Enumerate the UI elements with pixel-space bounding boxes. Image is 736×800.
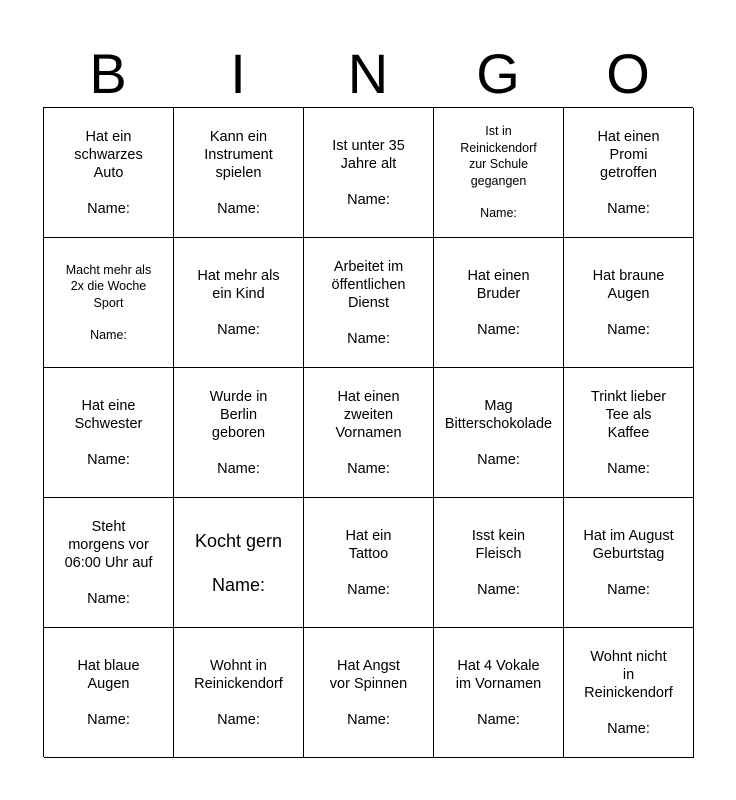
bingo-cell[interactable] — [564, 238, 694, 368]
bingo-cell[interactable] — [434, 628, 564, 758]
bingo-cell[interactable] — [304, 498, 434, 628]
bingo-cell[interactable] — [44, 238, 174, 368]
bingo-cell[interactable] — [44, 108, 174, 238]
bingo-cell[interactable] — [174, 628, 304, 758]
cell-text: Macht mehr als 2x die Woche Sport — [65, 262, 152, 310]
cell-text: Trinkt lieber Tee als Kaffee — [590, 388, 667, 441]
bingo-header — [43, 40, 693, 108]
cell-name-label: Name: — [477, 711, 520, 728]
bingo-cell[interactable] — [174, 238, 304, 368]
cell-text: Wohnt nicht in Reinickendorf — [584, 648, 673, 701]
cell-name-label: Name: — [477, 581, 520, 598]
bingo-cell[interactable] — [434, 368, 564, 498]
bingo-cell[interactable] — [304, 238, 434, 368]
bingo-cell[interactable] — [44, 628, 174, 758]
bingo-cell[interactable] — [44, 368, 174, 498]
bingo-cell[interactable] — [564, 498, 694, 628]
bingo-grid — [43, 107, 693, 757]
cell-text: Hat ein Tattoo — [345, 527, 392, 562]
cell-name-label: Name: — [347, 191, 390, 208]
bingo-cell-center[interactable] — [174, 498, 304, 628]
bingo-cell[interactable] — [174, 368, 304, 498]
bingo-cell[interactable] — [304, 368, 434, 498]
cell-name-label: Name: — [217, 200, 260, 217]
cell-name-label: Name: — [217, 321, 260, 338]
cell-text: Hat braune Augen — [592, 267, 665, 302]
cell-name-label: Name: — [87, 200, 130, 217]
cell-text: Hat blaue Augen — [77, 657, 140, 692]
cell-text: Kann ein Instrument spielen — [204, 128, 273, 181]
cell-name-label: Name: — [607, 581, 650, 598]
cell-name-label: Name: — [217, 460, 260, 477]
cell-text: Hat einen zweiten Vornamen — [335, 388, 402, 441]
cell-name-label: Name: — [607, 200, 650, 217]
cell-text: Ist unter 35 Jahre alt — [332, 137, 405, 172]
cell-text: Kocht gern — [194, 530, 283, 551]
cell-text: Hat mehr als ein Kind — [197, 267, 280, 302]
cell-name-label: Name: — [607, 720, 650, 737]
cell-name-label: Name: — [87, 451, 130, 468]
cell-text: Hat 4 Vokale im Vornamen — [455, 657, 542, 692]
cell-text: Hat ein schwarzes Auto — [74, 128, 143, 181]
cell-text: Isst kein Fleisch — [471, 527, 526, 562]
cell-text: Hat im August Geburtstag — [583, 527, 674, 562]
bingo-cell[interactable] — [434, 108, 564, 238]
header-letter-b: B — [89, 42, 127, 105]
bingo-cell[interactable] — [304, 108, 434, 238]
cell-name-label: Name: — [347, 711, 390, 728]
cell-text: Wurde in Berlin geboren — [209, 388, 268, 441]
cell-name-label: Name: — [607, 321, 650, 338]
cell-name-label: Name: — [87, 590, 130, 607]
bingo-cell[interactable] — [564, 108, 694, 238]
cell-name-label: Name: — [347, 330, 390, 347]
bingo-cell[interactable] — [44, 498, 174, 628]
cell-text: Wohnt in Reinickendorf — [194, 657, 283, 692]
header-letter-n: N — [347, 42, 389, 105]
cell-text: Mag Bitterschokolade — [444, 397, 553, 432]
bingo-cell[interactable] — [434, 498, 564, 628]
cell-name-label: Name: — [87, 711, 130, 728]
header-letter-i: I — [230, 42, 246, 105]
bingo-cell[interactable] — [564, 628, 694, 758]
cell-name-label: Name: — [90, 328, 127, 342]
cell-name-label: Name: — [480, 206, 517, 221]
cell-name-label: Name: — [607, 460, 650, 477]
cell-text: Hat Angst vor Spinnen — [329, 657, 408, 692]
header-letter-g: G — [476, 42, 520, 105]
bingo-cell[interactable] — [304, 628, 434, 758]
header-letter-o: O — [606, 42, 650, 105]
cell-name-label: Name: — [477, 451, 520, 468]
cell-text: Ist in Reinickendorf zur Schule gegangen — [460, 124, 537, 188]
cell-text: Arbeitet im öffentlichen Dienst — [331, 258, 406, 311]
cell-name-label: Name: — [347, 581, 390, 598]
cell-text: Hat eine Schwester — [74, 397, 143, 432]
cell-text: Steht morgens vor 06:00 Uhr auf — [64, 518, 153, 571]
cell-name-label: Name: — [211, 574, 265, 595]
bingo-cell[interactable] — [564, 368, 694, 498]
cell-text: Hat einen Promi getroffen — [597, 128, 660, 181]
bingo-cell[interactable] — [434, 238, 564, 368]
cell-text: Hat einen Bruder — [467, 267, 530, 302]
cell-name-label: Name: — [477, 321, 520, 338]
cell-name-label: Name: — [217, 711, 260, 728]
cell-name-label: Name: — [347, 460, 390, 477]
bingo-cell[interactable] — [174, 108, 304, 238]
